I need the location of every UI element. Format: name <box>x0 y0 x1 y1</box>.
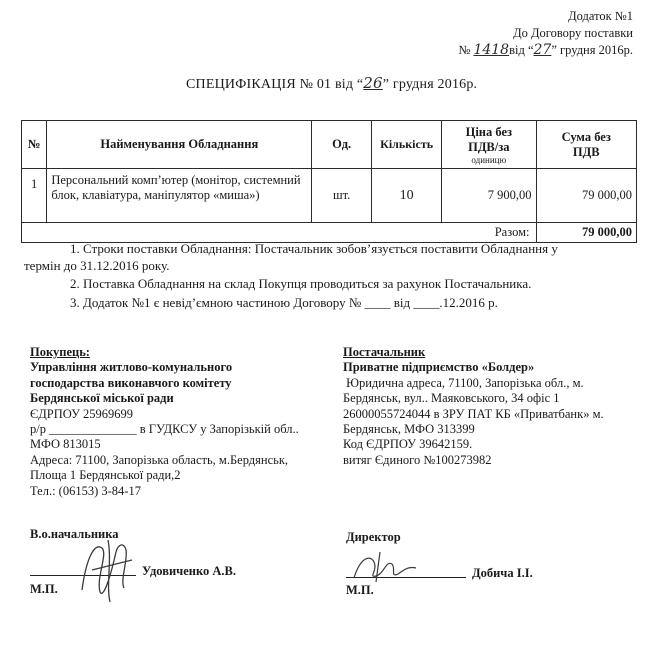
supplier-edrpou: Код ЄДРПОУ 39642159. <box>343 437 473 452</box>
row-sum: 79 000,00 <box>536 169 637 223</box>
table-row <box>22 169 637 223</box>
annex-label: Додаток №1 <box>568 9 633 23</box>
row-quantity: 10 <box>372 169 442 223</box>
supplier-city-mfo: Бердянськ, МФО 313399 <box>343 422 475 437</box>
buyer-address-line1: Адреса: 71100, Запорізька область, м.Бердянськ, <box>30 452 289 467</box>
supplier-block <box>343 345 643 468</box>
buyer-address-line2: Площа 1 Бердянської ради,2 <box>30 468 181 483</box>
supplier-stamp-label: М.П. <box>346 583 374 597</box>
contract-reference: До Договору поставки <box>513 26 633 40</box>
row-unit: шт. <box>312 169 372 223</box>
condition-1-line2: термін до 31.12.2016 року. <box>24 258 170 273</box>
handwritten-day: 27 <box>533 42 552 58</box>
supplier-org: Приватне підприємство «Болдер» <box>343 360 535 375</box>
col-quantity: Кількість <box>372 121 442 169</box>
buyer-stamp-label: М.П. <box>30 582 58 596</box>
supplier-account: 26000055724044 в ЗРУ ПАТ КБ «Приватбанк» м. <box>343 406 604 421</box>
buyer-heading: Покупець: <box>30 345 90 359</box>
supplier-extract: витяг Єдиного №100273982 <box>343 452 492 467</box>
date-from-label: від “ <box>509 43 534 57</box>
contract-number-line <box>458 42 633 58</box>
buyer-signature-scribble <box>72 530 144 605</box>
buyer-signatory-name: Удовиченко А.В. <box>142 564 237 578</box>
col-price-line3: одиницю <box>471 154 507 165</box>
row-number: 1 <box>22 169 47 223</box>
total-value: 79 000,00 <box>536 223 637 243</box>
buyer-edrpou: ЄДРПОУ 25969699 <box>30 406 134 421</box>
condition-3: 3. Додаток №1 є невід’ємною частиною Договору № ____ від ____.12.2016 р. <box>70 295 498 310</box>
col-number: № <box>22 121 47 169</box>
number-sign: № <box>458 43 471 57</box>
col-sum-line1: Сума без <box>561 129 611 144</box>
row-item-name: Персональний комп’ютер (монітор, системний блок, клавіатура, маніпулятор «миша») <box>47 169 312 223</box>
buyer-block <box>30 345 340 499</box>
condition-2: 2. Поставка Обладнання на склад Покупця проводиться за рахунок Постачальника. <box>70 276 532 291</box>
total-label: Разом: <box>22 223 537 243</box>
buyer-signatory-role: В.о.начальника <box>30 527 119 541</box>
table-header-row <box>22 121 637 169</box>
handwritten-contract-number: 1418 <box>473 42 510 58</box>
col-unit: Од. <box>312 121 372 169</box>
title-suffix: ” грудня 2016р. <box>382 77 478 92</box>
date-tail: ” грудня 2016р. <box>551 43 633 57</box>
buyer-phone: Тел.: (06153) 3-84-17 <box>30 483 141 498</box>
col-sum <box>536 121 637 169</box>
supplier-signatory-name: Добича І.І. <box>472 566 533 580</box>
buyer-org-line3: Бердянської міської ради <box>30 391 174 406</box>
supplier-address-line2: Бердянськ, вул.. Маяковського, 34 офіс 1 <box>343 391 560 406</box>
col-price-line2: ПДВ/за <box>468 139 510 154</box>
buyer-account: р/р ______________ в ГУДКСУ у Запорізькій обл.. <box>30 422 299 437</box>
buyer-mfo: МФО 813015 <box>30 437 101 452</box>
col-price-line1: Ціна без <box>465 124 513 139</box>
title-handwritten-day: 26 <box>363 74 383 92</box>
row-price: 7 900,00 <box>442 169 536 223</box>
supplier-address-line1: Юридична адреса, 71100, Запорізька обл., м. <box>343 375 584 390</box>
supplier-signatory-role: Директор <box>346 530 401 544</box>
col-sum-line2: ПДВ <box>572 144 600 159</box>
buyer-org-line1: Управління житлово-комунального <box>30 360 233 375</box>
supplier-heading: Постачальник <box>343 345 426 359</box>
buyer-org-line2: господарства виконавчого комітету <box>30 375 232 390</box>
col-name: Найменування Обладнання <box>47 121 312 169</box>
condition-1-line1: 1. Строки поставки Обладнання: Постачальник зобов’язується поставити Обладнання у <box>70 241 558 256</box>
specification-table <box>21 120 637 243</box>
table-total-row <box>22 223 637 243</box>
col-price <box>442 121 536 169</box>
supplier-signature-scribble <box>350 548 420 588</box>
title-prefix: СПЕЦИФІКАЦІЯ № 01 від “ <box>186 77 364 92</box>
specification-title <box>186 74 477 93</box>
